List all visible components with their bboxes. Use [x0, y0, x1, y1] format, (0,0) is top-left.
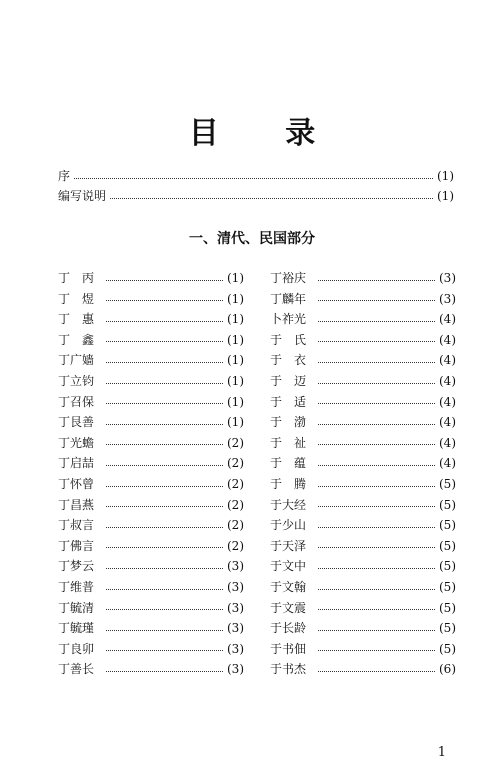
toc-entry-name: 于 渤	[270, 415, 307, 430]
toc-entry-page: (5)	[439, 538, 456, 553]
toc-entry-name: 丁梦云	[58, 559, 95, 574]
leader-dots	[106, 589, 223, 590]
toc-entry[interactable]	[270, 394, 456, 410]
toc-entry-page: (3)	[227, 662, 244, 677]
toc-entry-name: 于 适	[270, 394, 307, 409]
toc-entry[interactable]	[58, 332, 244, 348]
toc-entry-page: (5)	[439, 641, 456, 656]
leader-dots	[318, 609, 435, 610]
toc-entry-page: (3)	[439, 291, 456, 306]
toc-entry-name: 于少山	[270, 518, 307, 533]
leader-dots	[106, 527, 223, 528]
toc-entry-page: (2)	[227, 497, 244, 512]
toc-entry-label: 编写说明	[58, 189, 107, 203]
toc-entry-page: (1)	[227, 394, 244, 409]
leader-dots	[110, 198, 433, 199]
leader-dots	[106, 506, 223, 507]
leader-dots	[106, 362, 223, 363]
leader-dots	[318, 547, 435, 548]
toc-entry-page: (2)	[227, 518, 244, 533]
toc-entry-name: 于天泽	[270, 538, 307, 553]
leader-dots	[106, 280, 223, 281]
toc-entry-name: 丁艮善	[58, 415, 95, 430]
toc-entry-page: (4)	[439, 415, 456, 430]
toc-entry-page: (1)	[227, 312, 244, 327]
leader-dots	[106, 547, 223, 548]
toc-entry-page: (1)	[227, 374, 244, 388]
leader-dots	[318, 527, 435, 528]
toc-entry-name: 丁昌燕	[58, 497, 95, 512]
leader-dots	[318, 280, 435, 281]
leader-dots	[106, 444, 223, 445]
toc-entry-page: (5)	[439, 497, 456, 512]
toc-entry-page: (3)	[227, 559, 244, 574]
toc-entry-name: 丁善长	[58, 662, 95, 677]
toc-entry[interactable]	[58, 455, 244, 471]
leader-dots	[318, 630, 435, 631]
leader-dots	[106, 671, 223, 672]
toc-entry-name: 丁 煜	[58, 291, 95, 306]
toc-entry-page: (4)	[439, 456, 456, 471]
leader-dots	[318, 465, 435, 466]
toc-entry-page: (2)	[227, 538, 244, 553]
toc-entry[interactable]	[58, 352, 244, 368]
toc-entry-page: (4)	[439, 332, 456, 347]
leader-dots	[318, 568, 435, 569]
toc-entry-name: 丁光蟾	[58, 435, 95, 450]
toc-entry-name: 丁佛言	[58, 538, 95, 553]
toc-entry-name: 于文中	[270, 559, 307, 574]
toc-entry-page: (2)	[227, 477, 244, 491]
toc-entry[interactable]	[270, 435, 456, 451]
leader-dots	[106, 568, 223, 569]
toc-entry-page: (3)	[227, 580, 244, 594]
toc-entry-page: (3)	[227, 621, 244, 636]
toc-entry-page: (5)	[439, 559, 456, 574]
leader-dots	[318, 444, 435, 445]
toc-entry-name: 丁良卯	[58, 641, 95, 656]
toc-entry-name: 于 蕴	[270, 456, 307, 471]
toc-entry[interactable]	[270, 476, 456, 492]
toc-entry[interactable]	[270, 620, 456, 636]
toc-entry[interactable]	[58, 558, 244, 574]
toc-entry-page: (5)	[439, 600, 456, 615]
toc-entry-page: (1)	[227, 415, 244, 430]
toc-entry[interactable]	[58, 291, 244, 307]
section-heading: 一、清代、民国部分	[189, 231, 315, 247]
toc-entry[interactable]	[270, 558, 456, 574]
toc-entry[interactable]	[270, 517, 456, 533]
toc-entry-name: 于文翰	[270, 580, 307, 594]
toc-entry-name: 丁立钧	[58, 374, 95, 388]
leader-dots	[318, 341, 435, 342]
leader-dots	[106, 465, 223, 466]
toc-entry[interactable]	[58, 476, 244, 492]
toc-entry[interactable]	[58, 414, 244, 430]
toc-entry[interactable]	[270, 414, 456, 430]
leader-dots	[106, 630, 223, 631]
toc-entry[interactable]	[270, 311, 456, 327]
toc-entry-page: (3)	[227, 641, 244, 656]
toc-entry-page: (1)	[227, 271, 244, 285]
toc-entry[interactable]	[58, 497, 244, 513]
leader-dots	[318, 300, 435, 301]
toc-entry-editorial-notes[interactable]	[58, 188, 454, 204]
leader-dots	[106, 403, 223, 404]
toc-entry[interactable]	[270, 497, 456, 513]
leader-dots	[318, 650, 435, 651]
toc-entry-name: 于 腾	[270, 477, 307, 491]
toc-entry-name: 于大经	[270, 497, 307, 512]
toc-entry[interactable]	[58, 620, 244, 636]
toc-entry[interactable]	[58, 538, 244, 554]
toc-entry-page: (3)	[439, 271, 456, 285]
toc-entry-name: 于文震	[270, 600, 307, 615]
leader-dots	[106, 383, 223, 384]
page-number: 1	[437, 745, 446, 760]
toc-entry-page: (1)	[437, 189, 454, 203]
toc-entry[interactable]	[270, 373, 456, 389]
leader-dots	[318, 671, 435, 672]
toc-entry[interactable]	[58, 579, 244, 595]
toc-entry-preface[interactable]	[58, 168, 454, 184]
leader-dots	[106, 486, 223, 487]
toc-entry[interactable]	[58, 661, 244, 677]
toc-entry[interactable]	[58, 270, 244, 286]
toc-entry-page: (4)	[439, 394, 456, 409]
toc-entry-page: (5)	[439, 518, 456, 533]
toc-entry-label: 序	[58, 169, 71, 183]
toc-entry-page: (4)	[439, 353, 456, 368]
toc-entry[interactable]	[58, 311, 244, 327]
leader-dots	[106, 609, 223, 610]
toc-entry-page: (6)	[439, 662, 456, 677]
leader-dots	[318, 321, 435, 322]
leader-dots	[106, 300, 223, 301]
toc-entry[interactable]	[270, 352, 456, 368]
leader-dots	[318, 383, 435, 384]
leader-dots	[318, 486, 435, 487]
leader-dots	[106, 341, 223, 342]
toc-entry[interactable]	[270, 579, 456, 595]
toc-entry-name: 丁维普	[58, 580, 95, 594]
toc-entry-page: (1)	[227, 353, 244, 368]
toc-entry-page: (2)	[227, 435, 244, 450]
page-title: 目 录	[188, 116, 344, 151]
leader-dots	[106, 650, 223, 651]
toc-entry-name: 于书佃	[270, 641, 307, 656]
toc-entry[interactable]	[58, 641, 244, 657]
toc-entry-name: 丁 鑫	[58, 332, 95, 347]
toc-entry[interactable]	[270, 291, 456, 307]
toc-entry[interactable]	[270, 455, 456, 471]
toc-entry-name: 丁麟年	[270, 291, 307, 306]
toc-entry-page: (5)	[439, 477, 456, 491]
toc-entry-name: 于长龄	[270, 621, 307, 636]
toc-entry-name: 于 氏	[270, 332, 307, 347]
toc-entry[interactable]	[58, 373, 244, 389]
toc-entry[interactable]	[58, 394, 244, 410]
toc-entry-name: 丁启喆	[58, 456, 95, 471]
toc-entry-page: (1)	[227, 332, 244, 347]
toc-entry-page: (4)	[439, 374, 456, 388]
toc-entry[interactable]	[58, 517, 244, 533]
leader-dots	[318, 424, 435, 425]
toc-entry-name: 卜祚光	[270, 312, 307, 327]
toc-entry[interactable]	[58, 600, 244, 616]
toc-entry-page: (1)	[227, 291, 244, 306]
toc-entry-page: (3)	[227, 600, 244, 615]
leader-dots	[74, 178, 433, 179]
toc-entry-name: 丁 惠	[58, 312, 95, 327]
toc-entry-page: (5)	[439, 580, 456, 594]
toc-entry-name: 于 祉	[270, 435, 307, 450]
toc-entry-page: (4)	[439, 435, 456, 450]
toc-entry-name: 丁叔言	[58, 518, 95, 533]
toc-entry-name: 丁广嫱	[58, 353, 95, 368]
toc-entry-page: (5)	[439, 621, 456, 636]
toc-entry[interactable]	[270, 600, 456, 616]
toc-entry-name: 于 迈	[270, 374, 307, 388]
leader-dots	[106, 424, 223, 425]
toc-entry-name: 丁毓瑾	[58, 621, 95, 636]
toc-entry-name: 丁召保	[58, 394, 95, 409]
toc-entry-page: (1)	[437, 169, 454, 183]
toc-entry[interactable]	[270, 332, 456, 348]
toc-entry-page: (4)	[439, 312, 456, 327]
toc-entry[interactable]	[270, 270, 456, 286]
toc-entry-page: (2)	[227, 456, 244, 471]
toc-entry-name: 丁 丙	[58, 271, 95, 285]
toc-entry-name: 丁裕庆	[270, 271, 307, 285]
toc-entry-name: 丁毓清	[58, 600, 95, 615]
toc-entry[interactable]	[58, 435, 244, 451]
leader-dots	[318, 506, 435, 507]
leader-dots	[318, 403, 435, 404]
toc-entry[interactable]	[270, 641, 456, 657]
leader-dots	[106, 321, 223, 322]
leader-dots	[318, 589, 435, 590]
toc-entry[interactable]	[270, 538, 456, 554]
leader-dots	[318, 362, 435, 363]
toc-entry[interactable]	[270, 661, 456, 677]
toc-entry-name: 丁怀曾	[58, 477, 95, 491]
toc-entry-name: 于书杰	[270, 662, 307, 677]
toc-entry-name: 于 衣	[270, 353, 307, 368]
